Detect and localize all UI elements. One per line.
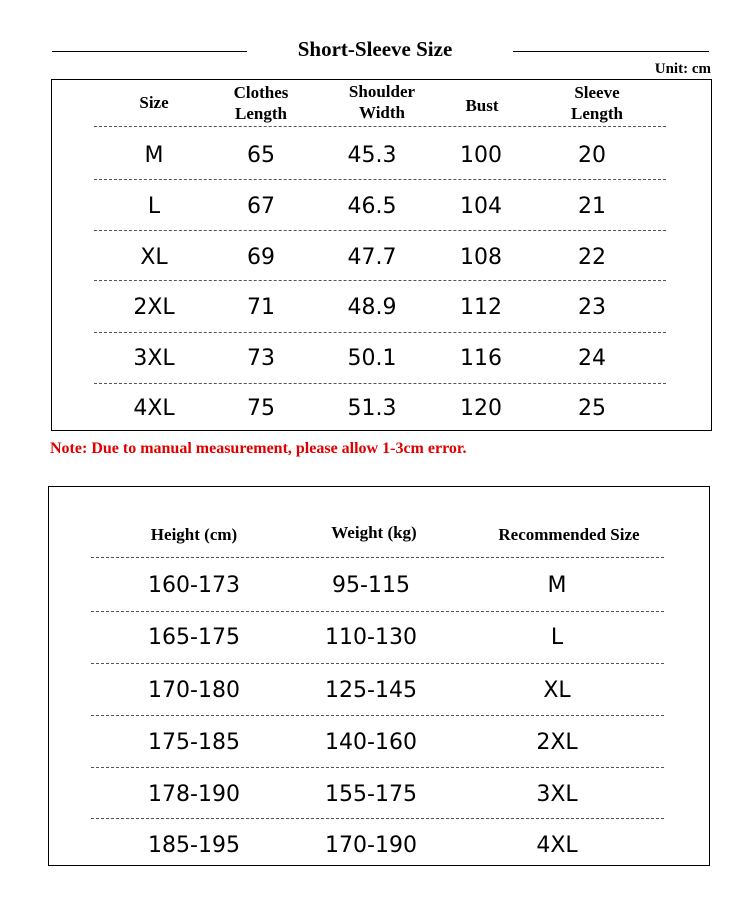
row-divider bbox=[94, 126, 666, 127]
title-rule-right bbox=[513, 51, 709, 52]
cell-sleeve-length: 25 bbox=[578, 396, 606, 421]
recommendation-table bbox=[48, 486, 710, 866]
cell-sleeve-length: 22 bbox=[578, 245, 606, 270]
cell-height: 178-190 bbox=[148, 782, 240, 807]
row-divider bbox=[94, 280, 666, 281]
header-weight: Weight (kg) bbox=[331, 523, 417, 542]
page-title: Short-Sleeve Size bbox=[297, 37, 453, 61]
cell-recommended-size: M bbox=[547, 573, 567, 598]
cell-size: 4XL bbox=[133, 396, 175, 421]
cell-shoulder-width: 46.5 bbox=[347, 194, 397, 219]
row-divider bbox=[94, 230, 666, 231]
cell-clothes-length: 65 bbox=[247, 143, 275, 168]
cell-shoulder-width: 50.1 bbox=[347, 346, 397, 371]
row-divider bbox=[94, 179, 666, 180]
cell-bust: 108 bbox=[460, 245, 502, 270]
cell-height: 160-173 bbox=[148, 573, 240, 598]
row-divider bbox=[91, 818, 664, 819]
cell-shoulder-width: 48.9 bbox=[347, 295, 397, 320]
cell-bust: 100 bbox=[460, 143, 502, 168]
header-size bbox=[114, 92, 194, 113]
header-sleeve-length-line1: Sleeve bbox=[574, 83, 620, 102]
cell-clothes-length: 67 bbox=[247, 194, 275, 219]
header-clothes-length-line1: Clothes bbox=[233, 83, 289, 102]
cell-bust: 104 bbox=[460, 194, 502, 219]
cell-sleeve-length: 24 bbox=[578, 346, 606, 371]
header-clothes-length-line2: Length bbox=[235, 104, 287, 123]
cell-bust: 112 bbox=[460, 295, 502, 320]
cell-clothes-length: 73 bbox=[247, 346, 275, 371]
header-recommended-size: Recommended Size bbox=[498, 525, 640, 544]
cell-recommended-size: L bbox=[550, 625, 564, 650]
header-clothes-length bbox=[216, 82, 306, 124]
row-divider bbox=[94, 383, 666, 384]
cell-height: 165-175 bbox=[148, 625, 240, 650]
row-divider bbox=[91, 611, 664, 612]
cell-height: 170-180 bbox=[148, 678, 240, 703]
cell-recommended-size: 3XL bbox=[536, 782, 578, 807]
cell-height: 175-185 bbox=[148, 730, 240, 755]
measurement-note: Note: Due to manual measurement, please allow 1-3cm error. bbox=[50, 440, 467, 457]
header-sleeve-length-line2: Length bbox=[571, 104, 623, 123]
cell-sleeve-length: 21 bbox=[578, 194, 606, 219]
cell-weight: 140-160 bbox=[325, 730, 417, 755]
cell-weight: 125-145 bbox=[325, 678, 417, 703]
cell-shoulder-width: 47.7 bbox=[347, 245, 397, 270]
cell-size: L bbox=[147, 194, 161, 219]
cell-sleeve-length: 20 bbox=[578, 143, 606, 168]
cell-clothes-length: 69 bbox=[247, 245, 275, 270]
row-divider bbox=[94, 332, 666, 333]
cell-shoulder-width: 45.3 bbox=[347, 143, 397, 168]
cell-height: 185-195 bbox=[148, 833, 240, 858]
row-divider bbox=[91, 663, 664, 664]
cell-clothes-length: 75 bbox=[247, 396, 275, 421]
cell-weight: 110-130 bbox=[325, 625, 417, 650]
cell-size: XL bbox=[140, 245, 168, 270]
row-divider bbox=[91, 557, 664, 558]
header-bust bbox=[444, 95, 520, 116]
cell-bust: 120 bbox=[460, 396, 502, 421]
header-shoulder-width bbox=[336, 81, 428, 123]
size-chart-table bbox=[51, 79, 712, 431]
header-shoulder-width-line2: Width bbox=[359, 103, 405, 122]
header-shoulder-width-line1: Shoulder bbox=[348, 82, 416, 101]
cell-weight: 95-115 bbox=[332, 573, 410, 598]
header-bust-text: Bust bbox=[465, 96, 499, 115]
header-height: Height (cm) bbox=[150, 525, 238, 544]
cell-weight: 170-190 bbox=[325, 833, 417, 858]
cell-size: 2XL bbox=[133, 295, 175, 320]
row-divider bbox=[91, 767, 664, 768]
cell-sleeve-length: 23 bbox=[578, 295, 606, 320]
cell-clothes-length: 71 bbox=[247, 295, 275, 320]
cell-weight: 155-175 bbox=[325, 782, 417, 807]
cell-size: M bbox=[144, 143, 164, 168]
unit-label: Unit: cm bbox=[654, 61, 711, 77]
cell-recommended-size: XL bbox=[543, 678, 571, 703]
header-sleeve-length bbox=[552, 82, 642, 124]
cell-recommended-size: 4XL bbox=[536, 833, 578, 858]
header-size-text: Size bbox=[139, 93, 169, 112]
cell-bust: 116 bbox=[460, 346, 502, 371]
cell-recommended-size: 2XL bbox=[536, 730, 578, 755]
cell-size: 3XL bbox=[133, 346, 175, 371]
row-divider bbox=[91, 715, 664, 716]
cell-shoulder-width: 51.3 bbox=[347, 396, 397, 421]
